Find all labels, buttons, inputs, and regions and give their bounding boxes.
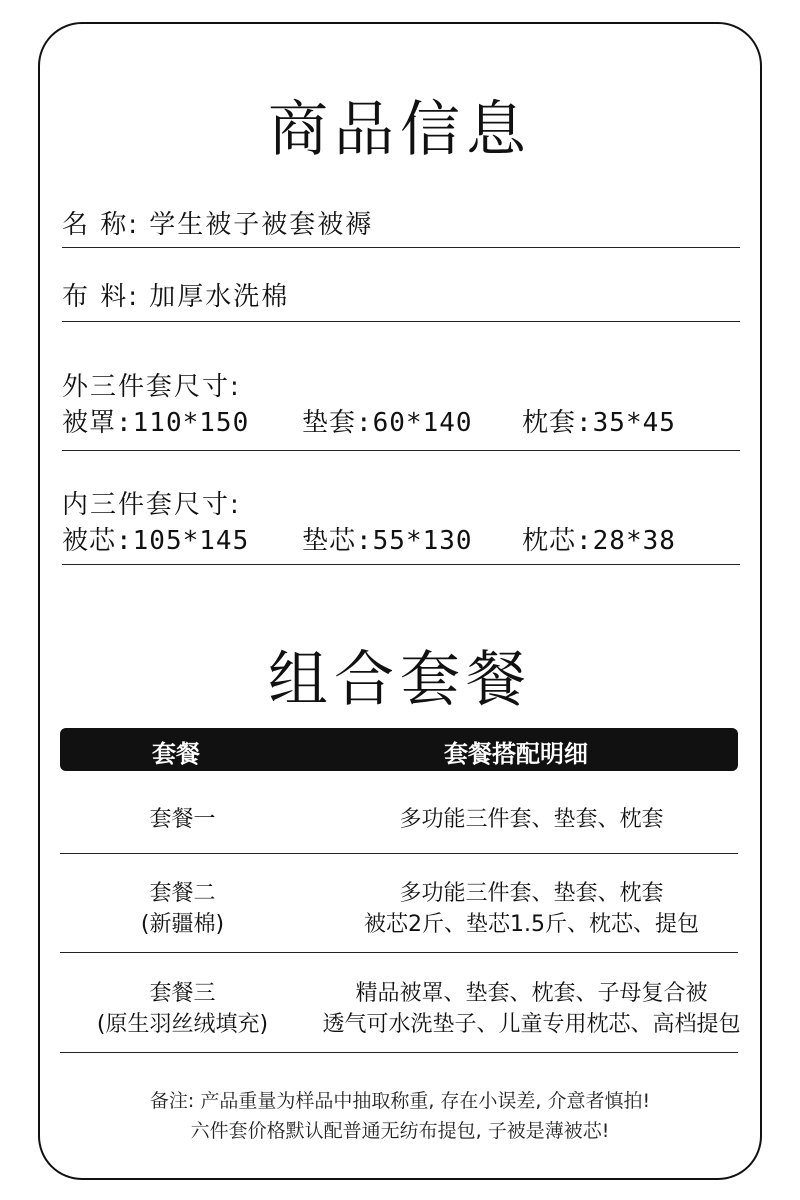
- combo-table-header: [60, 728, 738, 771]
- remark-line: 备注: 产品重量为样品中抽取称重, 存在小误差, 介意者慎拍!: [149, 1090, 651, 1112]
- inner-set-size-title: 内三件套尺寸:: [62, 490, 241, 520]
- package-name-line: 套餐三: [149, 981, 216, 1006]
- package-detail-line: 多功能三件套、垫套、枕套: [399, 807, 664, 832]
- package-name: [60, 804, 305, 835]
- product-info-title: 商品信息: [268, 95, 532, 165]
- package-name-line: 套餐一: [149, 807, 216, 832]
- package-name-note: (原生羽丝绒填充): [96, 1012, 269, 1037]
- package-detail-line: 精品被罩、垫套、枕套、子母复合被: [355, 981, 708, 1006]
- product-name-line: 名 称: 学生被子被套被褥: [62, 210, 374, 240]
- package-detail: [305, 978, 758, 1040]
- fabric-line: 布 料: 加厚水洗棉: [62, 282, 290, 312]
- package-name-line: 套餐二: [149, 881, 216, 906]
- package-detail: [305, 878, 758, 940]
- pillow-core-size: 枕芯:28*38: [522, 526, 676, 556]
- divider: [60, 1052, 738, 1053]
- divider: [60, 952, 738, 953]
- header-package-detail: 套餐搭配明细: [444, 740, 588, 768]
- header-package: 套餐: [152, 740, 200, 768]
- divider: [62, 247, 740, 248]
- duvet-cover-size: 被罩:110*150: [62, 408, 250, 438]
- outer-set-size-title: 外三件套尺寸:: [62, 372, 241, 402]
- package-name-note: (新疆棉): [140, 912, 225, 937]
- package-name: [60, 878, 305, 940]
- pillowcase-size: 枕套:35*45: [522, 408, 676, 438]
- divider: [62, 321, 740, 322]
- mattress-cover-size: 垫套:60*140: [302, 408, 473, 438]
- divider: [60, 853, 738, 854]
- package-detail-line: 多功能三件套、垫套、枕套: [399, 881, 664, 906]
- remark-note: [0, 1086, 800, 1146]
- package-detail-line: 被芯2斤、垫芯1.5斤、枕芯、提包: [364, 912, 699, 937]
- quilt-core-size: 被芯:105*145: [62, 526, 250, 556]
- remark-line: 六件套价格默认配普通无纺布提包, 子被是薄被芯!: [190, 1120, 610, 1142]
- package-name: [60, 978, 305, 1040]
- divider: [62, 450, 740, 451]
- combo-title: 组合套餐: [268, 645, 532, 715]
- package-detail: [305, 804, 758, 835]
- package-detail-line: 透气可水洗垫子、儿童专用枕芯、高档提包: [322, 1012, 741, 1037]
- divider: [62, 564, 740, 565]
- mattress-core-size: 垫芯:55*130: [302, 526, 473, 556]
